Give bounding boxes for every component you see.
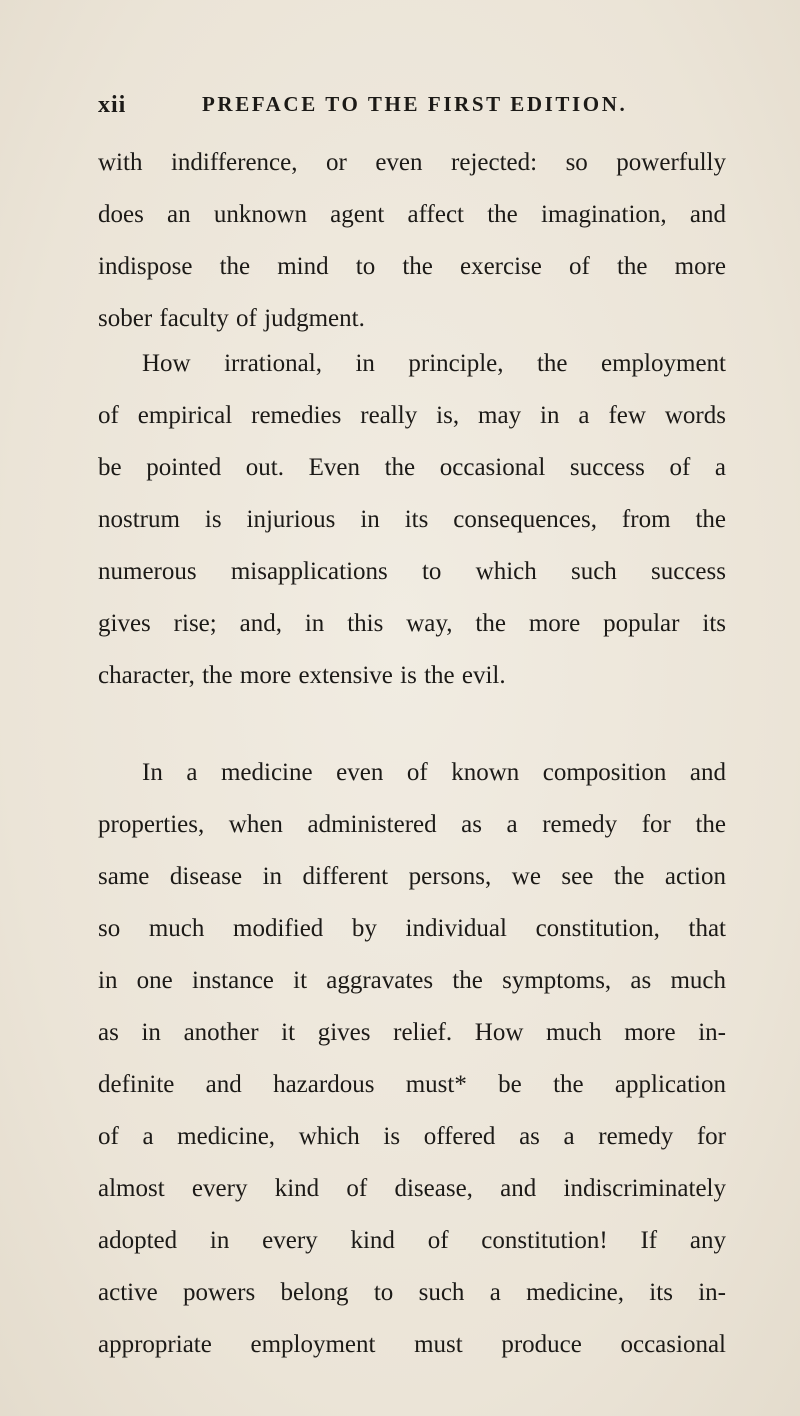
text-line: indispose the mind to the exercise of the more <box>98 253 726 280</box>
text-line: nostrum is injurious in its consequences, from the <box>98 506 726 533</box>
text-line: appropriate employment must produce occasional <box>98 1331 726 1358</box>
paragraph-3 <box>98 747 726 1371</box>
page-header <box>98 92 738 128</box>
text-line: as in another it gives relief. How much more in- <box>98 1019 726 1046</box>
text-line: in one instance it aggravates the symptoms, as much <box>98 967 726 994</box>
text-line: gives rise; and, in this way, the more popular its <box>98 610 726 637</box>
text-line: sober faculty of judgment. <box>98 305 365 332</box>
text-line: properties, when administered as a remedy for the <box>98 811 726 838</box>
page-number: xii <box>98 92 127 118</box>
text-line: character, the more extensive is the evil. <box>98 662 506 689</box>
paragraph-2 <box>98 338 726 702</box>
text-line: active powers belong to such a medicine, its in- <box>98 1279 726 1306</box>
text-line: of a medicine, which is offered as a remedy for <box>98 1123 726 1150</box>
text-line: does an unknown agent affect the imagination, and <box>98 201 726 228</box>
text-line: same disease in different persons, we see the action <box>98 863 726 890</box>
text-line: of empirical remedies really is, may in a few words <box>98 402 726 429</box>
running-head: PREFACE TO THE FIRST EDITION. <box>202 92 628 116</box>
text-line: numerous misapplications to which such success <box>98 558 726 585</box>
text-line: with indifference, or even rejected: so powerfully <box>98 149 726 176</box>
text-line: be pointed out. Even the occasional success of a <box>98 454 726 481</box>
text-line: almost every kind of disease, and indiscriminately <box>98 1175 726 1202</box>
text-line: How irrational, in principle, the employment <box>142 350 726 377</box>
paragraph-1 <box>98 137 726 345</box>
text-line: definite and hazardous must* be the application <box>98 1071 726 1098</box>
text-line: so much modified by individual constitution, that <box>98 915 726 942</box>
text-line: adopted in every kind of constitution! If any <box>98 1227 726 1254</box>
text-line: In a medicine even of known composition and <box>142 759 726 786</box>
